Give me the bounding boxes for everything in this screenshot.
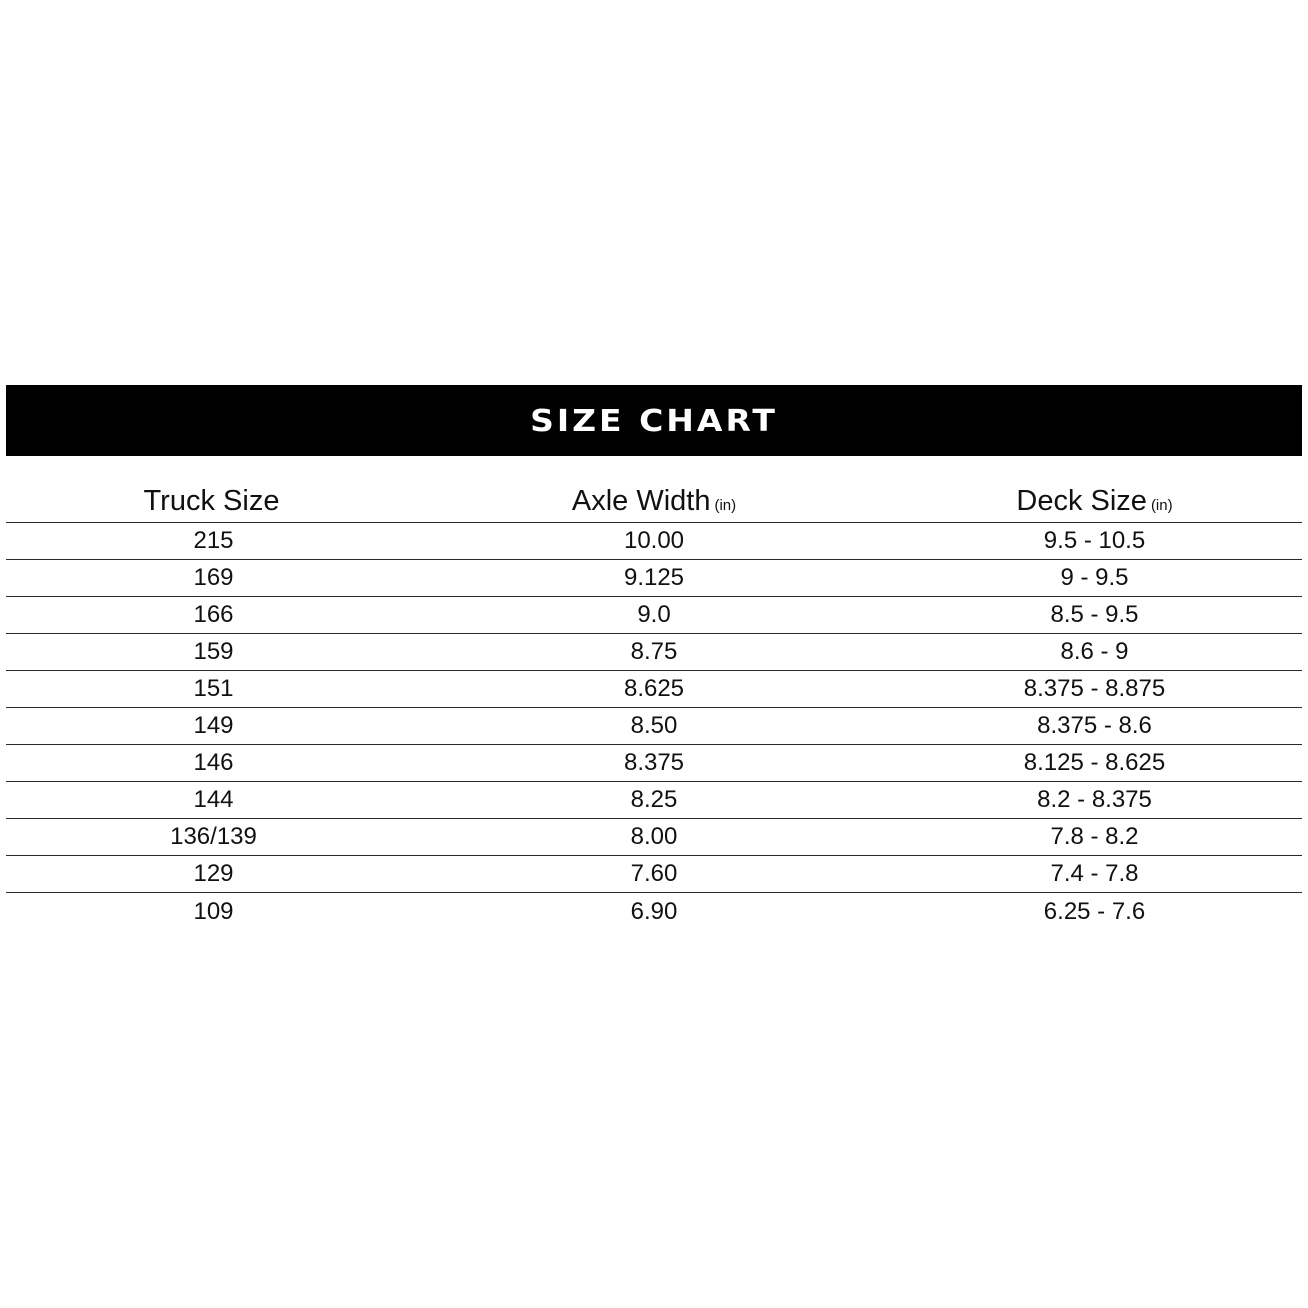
truck-size-cell: 159: [193, 638, 234, 665]
axle-width-cell: 8.75: [630, 638, 678, 665]
column-unit: (in): [714, 497, 737, 514]
table-row: [6, 560, 1302, 597]
axle-width-cell: 8.00: [630, 823, 678, 850]
axle-width-cell: 8.375: [623, 749, 685, 776]
table-row: [6, 634, 1302, 671]
truck-size-cell: 166: [193, 601, 234, 628]
truck-size-cell: 151: [193, 675, 234, 702]
truck-size-cell: 129: [193, 860, 234, 887]
deck-size-cell: 7.4 - 7.8: [1050, 860, 1139, 887]
axle-width-cell: 8.25: [630, 786, 678, 813]
truck-size-cell: 109: [193, 897, 234, 925]
deck-size-cell: 8.125 - 8.625: [1023, 749, 1166, 776]
truck-size-cell: 144: [193, 786, 234, 813]
column-label: Truck Size: [143, 485, 280, 517]
deck-size-cell: 8.2 - 8.375: [1037, 786, 1152, 813]
column-header-truck-size: [6, 485, 421, 518]
axle-width-cell: 6.90: [630, 897, 678, 925]
column-header-axle-width: [421, 485, 887, 518]
column-unit: (in): [1150, 497, 1173, 514]
axle-width-cell: 8.625: [623, 675, 685, 702]
deck-size-cell: 9 - 9.5: [1060, 564, 1129, 591]
truck-size-cell: 215: [193, 527, 234, 554]
deck-size-cell: 6.25 - 7.6: [1043, 897, 1146, 925]
page-title: SIZE CHART: [530, 402, 778, 439]
table-row: [6, 819, 1302, 856]
deck-size-cell: 8.375 - 8.875: [1023, 675, 1166, 702]
axle-width-cell: 8.50: [630, 712, 678, 739]
table-row: [6, 523, 1302, 560]
table-row: [6, 708, 1302, 745]
size-table: [6, 481, 1302, 930]
deck-size-cell: 8.375 - 8.6: [1037, 712, 1152, 739]
column-label: Axle Width: [571, 485, 711, 517]
truck-size-cell: 169: [193, 564, 234, 591]
truck-size-cell: 136/139: [170, 823, 257, 850]
table-row: [6, 597, 1302, 634]
table-row: [6, 893, 1302, 930]
table-row: [6, 782, 1302, 819]
deck-size-cell: 7.8 - 8.2: [1050, 823, 1139, 850]
axle-width-cell: 9.125: [623, 564, 685, 591]
truck-size-cell: 146: [193, 749, 234, 776]
table-row: [6, 745, 1302, 782]
deck-size-cell: 8.5 - 9.5: [1050, 601, 1139, 628]
table-row: [6, 856, 1302, 893]
table-header-row: [6, 481, 1302, 523]
truck-size-cell: 149: [193, 712, 234, 739]
table-row: [6, 671, 1302, 708]
column-label: Deck Size: [1016, 485, 1147, 517]
deck-size-cell: 9.5 - 10.5: [1043, 527, 1146, 554]
axle-width-cell: 9.0: [637, 601, 671, 628]
axle-width-cell: 10.00: [623, 527, 685, 554]
deck-size-cell: 8.6 - 9: [1060, 638, 1129, 665]
column-header-deck-size: [887, 485, 1302, 518]
axle-width-cell: 7.60: [630, 860, 678, 887]
size-chart-banner: [6, 385, 1302, 456]
